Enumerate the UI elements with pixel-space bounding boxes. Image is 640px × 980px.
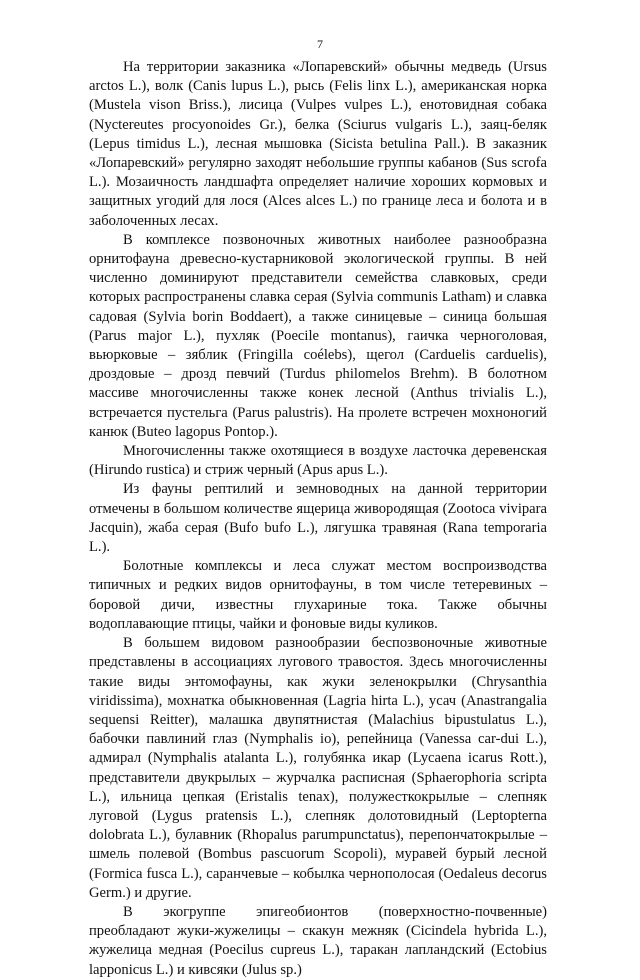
paragraph-reptiles: Из фауны рептилий и земноводных на данной территории отмечены в большом количестве ящерица живородящая (Zootoca vivipara Jacquin), жаба серая (Bufo bufo L.), лягушка травяная (Rana temporaria L.). bbox=[89, 481, 547, 556]
paragraph-swallows: Многочисленны также охотящиеся в воздухе ласточка деревенская (Hirundo rustica) и стриж черный (Apus apus L.). bbox=[89, 443, 547, 479]
paragraph-mammals: На территории заказника «Лопаревский» обычны медведь (Ursus arctos L.), волк (Canis lupus L.), рысь (Felis linx L.), американская норка (Mustela vison Briss.), лисица (Vulpes vulpes L.), енотовидная собака (Nyctereutes procyonoides Gr.), белка (Sciurus vulgaris L.), заяц-беляк (Lepus timidus L.), лесная мышовка (Sicista betulina Pall.). В заказник «Лопаревский» регулярно заходят небольшие группы кабанов (Sus scrofa L.). Мозаичность ландшафта определяет наличие хороших кормовых и защитных угодий для лося (Alces alces L.) по границе леса и болота и в заболоченных лесах. bbox=[89, 59, 547, 229]
paragraph-avifauna: В комплексе позвоночных животных наиболее разнообразна орнитофауна древесно-кустарниковой экологической группы. В ней численно доминируют представители семейства славковых, среди которых распространены славка серая (Sylvia communis Latham) и славка садовая (Sylvia borin Boddaert), а также синицевые – синица большая (Parus major L.), пухляк (Poecile montanus), гаичка черноголовая, вьюрковые – зяблик (Fringilla coélebs), щегол (Carduelis carduelis), дроздовые – дрозд певчий (Turdus philomelos Brehm). В болотном массиве многочисленны также конек лесной (Anthus trivialis L.), встречается пустельга (Parus palustris). На пролете встречен мохноногий канюк (Buteo lagopus Pontop.). bbox=[89, 231, 547, 440]
page-number: 7 bbox=[317, 37, 323, 51]
paragraph-invertebrates: В большем видовом разнообразии беспозвоночные животные представлены в ассоциациях лугового травостоя. Здесь многочисленны такие виды энтомофауны, как жуки зеленокрылки (Chrysanthia viridissima), мохнатка обыкновенная (Lagria hirta L.), усач (Anastrangalia sequensi Reitter), малашка двупятнистая (Malachius bipustulatus L.), бабочки павлиний глаз (Nymphalis io), репейница (Vanessa car-dui L.), адмирал (Nymphalis atalanta L.), голубянка икар (Lycaena icarus Rott.), представители двукрылых – журчалка расписная (Sphaerophoria scripta L.), ильница цепкая (Eristalis tenax), полужесткокрылые – слепняк луговой (Lygus pratensis L.), слепняк долотовидный (Leptopterna dolobrata L.), булавник (Rhopalus parumpunctatus), перепончатокрылые – шмель полевой (Bombus pascuorum Scopoli), муравей бурый лесной (Formica fusca L.), саранчевые – кобылка чернополосая (Oedaleus decorus Germ.) и другие. bbox=[89, 635, 547, 901]
paragraph-bogs: Болотные комплексы и леса служат местом воспроизводства типичных и редких видов орнитофауны, в том числе тетеревиных – боровой дичи, известны глухариные тока. Также обычны водоплавающие птицы, чайки и фоновые виды куликов. bbox=[89, 558, 547, 632]
paragraph-epigeobionts: В экогруппе эпигеобионтов (поверхностно-почвенные) преобладают жуки-жужелицы – скакун межняк (Cicindela hybrida L.), жужелица медная (Poecilus cupreus L.), таракан лапландский (Ectobius lapponicus L.) и кивсяки (Julus sp.) bbox=[89, 903, 547, 978]
body-text bbox=[89, 58, 547, 980]
